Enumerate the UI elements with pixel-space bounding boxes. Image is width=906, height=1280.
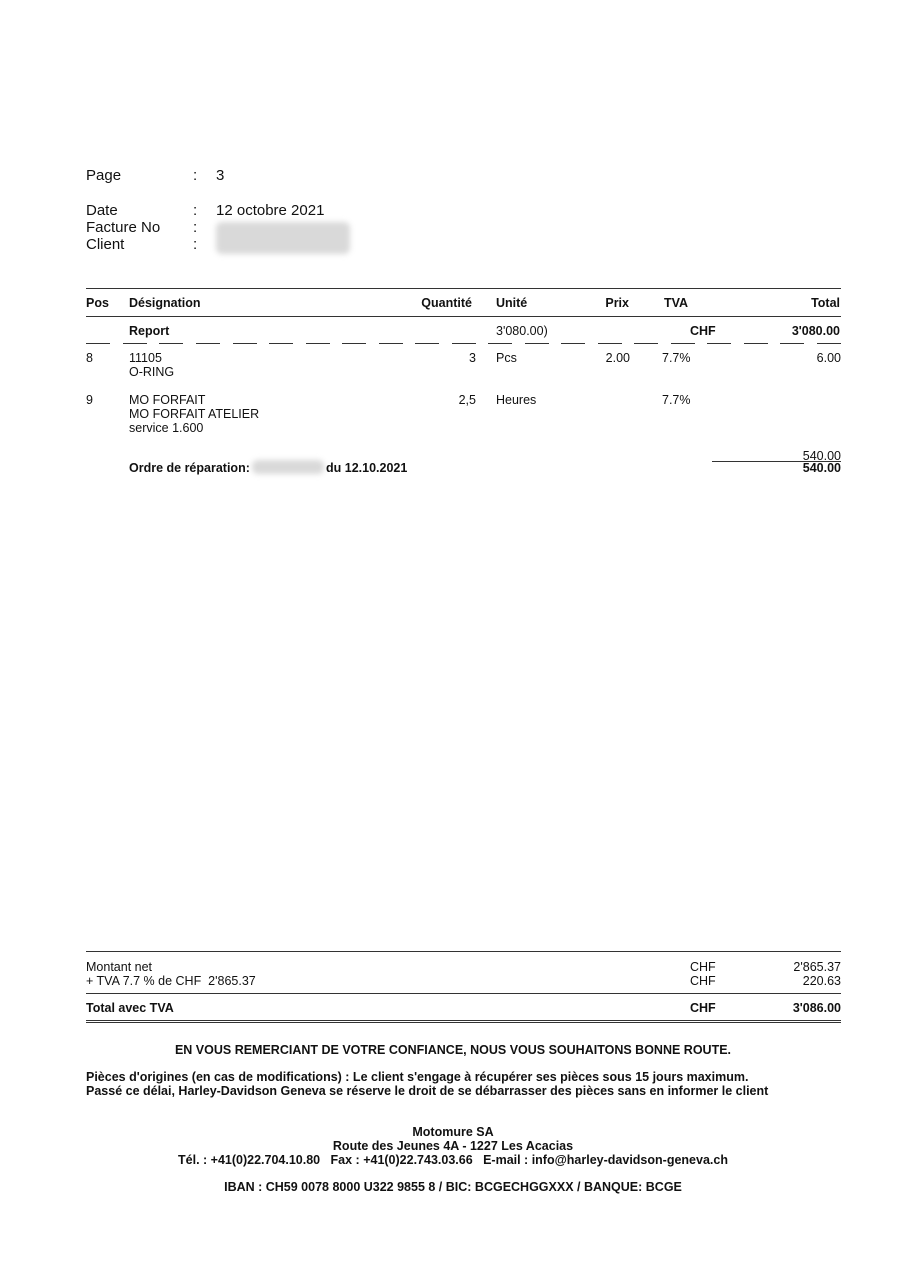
- row-vat: 7.7%: [662, 351, 691, 365]
- report-amount: 3'080.00): [496, 324, 548, 338]
- dash-segment: [671, 343, 695, 344]
- row-total: 6.00: [816, 351, 841, 365]
- vat-amount: 220.63: [802, 974, 841, 988]
- vat-currency: CHF: [690, 974, 716, 988]
- repair-order-total: 540.00: [802, 461, 841, 475]
- vat-label: + TVA 7.7 % de CHF 2'865.37: [86, 974, 256, 988]
- page-number: 3: [216, 167, 225, 184]
- row-article-name: O-RING: [129, 365, 175, 379]
- company-contact: Tél. : +41(0)22.704.10.80 Fax : +41(0)22.743.03.66 E-mail : info@harley-davidson-geneva.ch: [178, 1153, 728, 1167]
- dash-segment: [269, 343, 293, 344]
- parts-note-line-2: Passé ce délai, Harley-Davidson Geneva se réserve le droit de se débarrasser des pièces sans en informer le client: [86, 1084, 769, 1098]
- summary-middle-rule: [86, 993, 841, 994]
- parts-note-line-1: Pièces d'origines (en cas de modifications) : Le client s'engage à récupérer ses pièces sous 15 jours maximum.: [86, 1070, 749, 1084]
- col-header-pos: Pos: [86, 296, 109, 310]
- grand-total-label: Total avec TVA: [86, 1001, 174, 1015]
- dash-segment: [306, 343, 330, 344]
- col-header-price: Prix: [605, 296, 629, 310]
- dash-segment: [525, 343, 549, 344]
- dash-segment: [342, 343, 366, 344]
- invoice-number-label: Facture No: [86, 219, 161, 236]
- report-currency: CHF: [690, 324, 716, 338]
- col-header-designation: Désignation: [129, 296, 201, 310]
- redacted-client-info: [216, 222, 350, 254]
- row-designation-line-1: MO FORFAIT: [129, 393, 206, 407]
- dash-segment: [598, 343, 622, 344]
- company-name: Motomure SA: [412, 1125, 494, 1139]
- dash-segment: [744, 343, 768, 344]
- redacted-repair-order-number: [252, 460, 324, 474]
- dash-segment: [415, 343, 439, 344]
- dash-segment: [780, 343, 804, 344]
- dash-segment: [233, 343, 257, 344]
- repair-order-label: Ordre de réparation:: [129, 461, 250, 475]
- table-top-rule: [86, 288, 841, 289]
- date-label: Date: [86, 202, 118, 219]
- invoice-colon: :: [193, 219, 198, 236]
- dash-segment: [561, 343, 585, 344]
- dash-segment: [123, 343, 147, 344]
- row-unit: Heures: [496, 393, 537, 407]
- row-unit: Pcs: [496, 351, 517, 365]
- grand-total-amount: 3'086.00: [792, 1001, 841, 1015]
- net-amount: 2'865.37: [793, 960, 841, 974]
- summary-bottom-rule-double: [86, 1022, 841, 1023]
- company-address: Route des Jeunes 4A - 1227 Les Acacias: [332, 1139, 574, 1153]
- row-vat: 7.7%: [662, 393, 691, 407]
- dash-segment: [86, 343, 110, 344]
- dash-segment: [634, 343, 658, 344]
- dash-segment: [452, 343, 476, 344]
- summary-bottom-rule: [86, 1020, 841, 1021]
- summary-top-rule: [86, 951, 841, 952]
- col-header-quantity: Quantité: [421, 296, 472, 310]
- dash-segment: [159, 343, 183, 344]
- row-pos: 9: [86, 393, 93, 407]
- dash-segment: [196, 343, 220, 344]
- dash-segment: [817, 343, 841, 344]
- date-colon: :: [193, 202, 198, 219]
- col-header-vat: TVA: [664, 296, 689, 310]
- page-colon: :: [193, 167, 198, 184]
- net-currency: CHF: [690, 960, 716, 974]
- report-total: 3'080.00: [791, 324, 840, 338]
- page-label: Page: [86, 167, 122, 184]
- row-designation-line-2: MO FORFAIT ATELIER: [129, 407, 260, 421]
- col-header-total: Total: [811, 296, 840, 310]
- client-label: Client: [86, 236, 125, 253]
- row-quantity: 3: [469, 351, 476, 365]
- col-header-unit: Unité: [496, 296, 528, 310]
- subtotal-amount: 540.00: [802, 449, 841, 463]
- dash-segment: [379, 343, 403, 344]
- row-quantity: 2,5: [458, 393, 476, 407]
- client-colon: :: [193, 236, 198, 253]
- grand-total-currency: CHF: [690, 1001, 716, 1015]
- table-header-rule: [86, 316, 841, 317]
- row-pos: 8: [86, 351, 93, 365]
- row-price: 2.00: [605, 351, 630, 365]
- row-designation-line-3: service 1.600: [129, 421, 204, 435]
- repair-order-date: du 12.10.2021: [326, 461, 408, 475]
- bank-details: IBAN : CH59 0078 8000 U322 9855 8 / BIC: BCGECHGGXXX / BANQUE: BCGE: [224, 1180, 682, 1194]
- thank-you-message: EN VOUS REMERCIANT DE VOTRE CONFIANCE, NOUS VOUS SOUHAITONS BONNE ROUTE.: [174, 1043, 732, 1057]
- dash-segment: [488, 343, 512, 344]
- invoice-date: 12 octobre 2021: [216, 202, 325, 219]
- row-article-number: 11105: [129, 351, 162, 365]
- report-label: Report: [129, 324, 170, 338]
- net-amount-label: Montant net: [86, 960, 153, 974]
- dash-segment: [707, 343, 731, 344]
